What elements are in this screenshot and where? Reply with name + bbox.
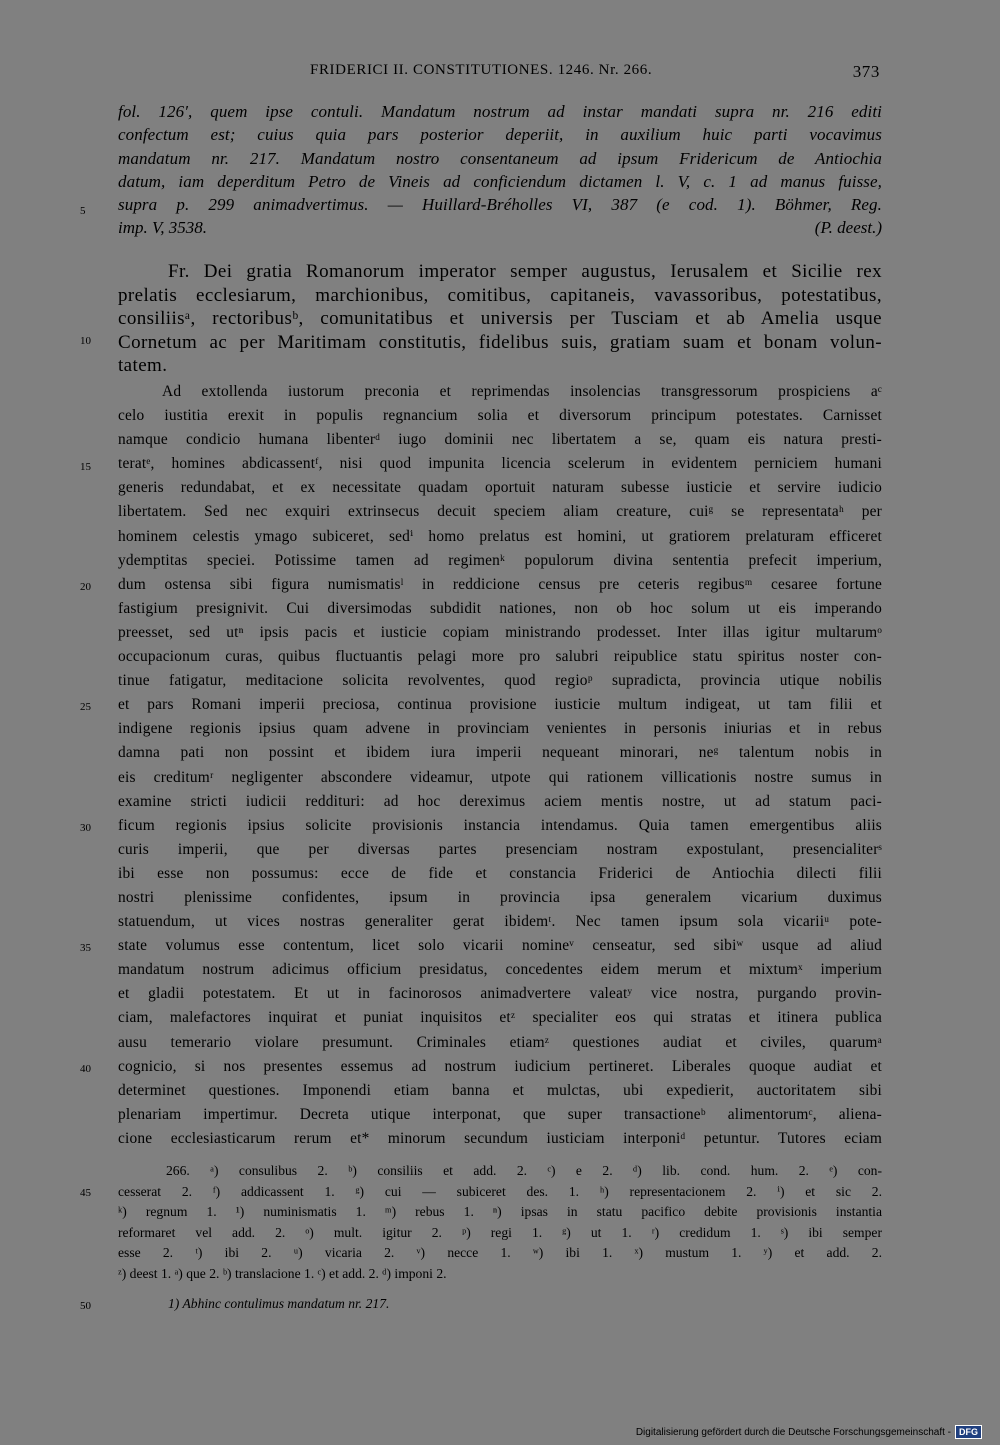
line-number: 25 — [80, 701, 91, 713]
body-line: preesset, sed utⁿ ipsis pacis et iusticie copiam ministrando prodesset. Inter illas igitur multarumᵒ — [118, 623, 882, 641]
address-line: prelatis ecclesiarum, marchionibus, comitibus, capitaneis, vavassoribus, potestatibus, — [118, 284, 882, 306]
body-line: cione ecclesiasticarum rerum et* minorum secundum iusticiam interponiᵈ petuntur. Tutores eciam — [118, 1129, 882, 1147]
page-header — [118, 62, 880, 86]
body-line: generis redundabat, et ex necessitate quadam oportuit naturam subesse iusticie et servire iudicio — [118, 479, 882, 497]
line-number: 35 — [80, 942, 91, 954]
line-number: 20 — [80, 581, 91, 593]
intro-last-line — [118, 216, 882, 239]
apparatus-line: reformaret vel add. 2. ᵒ) mult. igitur 2. ᵖ) regi 1. ᵍ) ut 1. ʳ) credidum 1. ˢ) ibi semper — [118, 1224, 882, 1240]
body-line: Ad extollenda iustorum preconia et reprimendas insolencias transgressorum prospiciens aᶜ — [162, 383, 882, 400]
body-line: statuendum, ut vices nostras generaliter gerat ibidemᵗ. Nec tamen ipsum sola vicariiᵘ pote- — [118, 913, 882, 931]
apparatus-line: ᶻ) deest 1. ᵃ) que 2. ᵇ) translacione 1. ᶜ) et add. 2. ᵈ) imponi 2. — [118, 1265, 447, 1281]
dfg-logo: DFG — [955, 1425, 982, 1439]
body-line: hominem celestis ymago subiceret, sedⁱ homo prelatus est homini, ut gratiorem prelaturam efficeret — [118, 527, 882, 545]
address-line: Cornetum ac per Maritimam constitutis, fidelibus suis, gratiam suam et bonam volun- — [118, 331, 882, 353]
intro-reference: imp. V, 3538. — [118, 218, 207, 238]
intro-line: confectum est; cuius quia pars posterior deperiit, in auxilium huic parti vocavimus — [118, 125, 882, 145]
line-number: 10 — [80, 335, 91, 347]
body-line: examine stricti iudicii reddituri: ad hoc dereximus aciem mentis nostre, ut ad statum paci- — [118, 792, 882, 810]
body-line: libertatem. Sed nec exquiri extrinsecus decuit speciem aliam creature, cuiᵍ se representataʰ per — [118, 503, 882, 521]
line-number: 15 — [80, 461, 91, 473]
footnote: 1) Abhinc contulimus mandatum nr. 217. — [168, 1296, 390, 1311]
critical-apparatus — [118, 1161, 882, 1285]
body-line: damna pati non possint et ibidem iura imperii nequeant minorari, neᵍ talentum nobis in — [118, 744, 882, 762]
intro-line: mandatum nr. 217. Mandatum nostro consentaneum ad ipsum Fridericum de Antiochia — [118, 148, 882, 168]
intro-source-note: (P. deest.) — [814, 218, 882, 238]
intro-line: supra p. 299 animadvertimus. — Huillard-Bréholles VI, 387 (e cod. 1). Böhmer, Reg. — [118, 195, 882, 215]
body-line: celo iustitia erexit in populis regnancium solia et diversorum principum potestates. Carnisset — [118, 407, 882, 425]
body-line: eis creditumʳ negligenter abscondere videamur, utpote qui rationem villicationis nostre sumus in — [118, 768, 882, 786]
address-line: tatem. — [118, 355, 168, 377]
apparatus-line: cesserat 2. ᶠ) addicassent 1. ᵍ) cui — subiceret des. 1. ʰ) representacionem 2. ⁱ) et sic 2. — [118, 1183, 882, 1199]
body-line: nostri plenissime confidentes, ipsum in provincia ipsa generalem vicarium duximus — [118, 888, 882, 906]
body-line: ydemptitas speciei. Potissime tamen ad regimenᵏ populorum divina sententia prefecit imperium, — [118, 551, 882, 569]
digitization-credit — [636, 1425, 982, 1439]
line-number: 30 — [80, 822, 91, 834]
body-line: ficum regionis ipsius solicite provisionis instancia intendamus. Quia tamen emergentibus aliis — [118, 816, 882, 834]
body-line: cognicio, si nos presentes essemus ad nostrum iudicium pertineret. Liberales quoque audiat et — [118, 1057, 882, 1075]
credit-text: Digitalisierung gefördert durch die Deutsche Forschungsgemeinschaft - — [635, 1426, 951, 1438]
body-line: ausu temerario violare presumunt. Criminales etiamᶻ questiones audiat et civiles, quarumᵃ — [118, 1033, 882, 1051]
body-line: mandatum nostrum adicimus officium presidatus, concedentes eidem merum et mixtumˣ imperium — [118, 961, 882, 979]
apparatus-line: esse 2. ᵗ) ibi 2. ᵘ) vicaria 2. ᵛ) necce 1. ʷ) ibi 1. ˣ) mustum 1. ʸ) et add. 2. — [118, 1245, 882, 1261]
line-number: 50 — [80, 1300, 91, 1312]
body-line: indigene regionis ipsius quam advene in provinciam venientes in personis iniurias et in rebus — [118, 720, 882, 738]
body-line: ciam, malefactores inquirat et puniat inquisitos etᶻ specialiter eos qui stratas et itinera publica — [118, 1009, 882, 1027]
salutation-paragraph — [118, 260, 882, 378]
running-title: FRIDERICI II. CONSTITUTIONES. 1246. Nr. 266. — [310, 62, 653, 78]
body-line: curis imperii, que per diversas partes presenciam nostram expostulant, presencialiterˢ — [118, 840, 882, 858]
intro-line: fol. 126′, quem ipse contuli. Mandatum nostrum ad instar mandati supra nr. 216 editi — [118, 102, 882, 121]
intro-line: datum, iam deperditum Petro de Vineis ad conficiendum dictamen l. V, c. 1 ad manus fuisse, — [118, 171, 882, 191]
body-line: tinue fatigatur, meditacione solicita revolventes, quod regioᵖ supradicta, provincia utique nobilis — [118, 672, 882, 690]
line-number: 40 — [80, 1063, 91, 1075]
body-line: namque condicio humana libenterᵈ iugo dominii nec libertatem a se, quam eis natura presti- — [118, 431, 882, 449]
body-line: state volumus esse contentum, licet solo vicarii nomineᵛ censeatur, sed sibiʷ usque ad aliud — [118, 937, 882, 955]
body-line: et pars Romani imperii preciosa, continua provisione iusticie multum indigeat, ut tam filii et — [118, 696, 882, 714]
apparatus-line: ᵏ) regnum 1. ¹) numinismatis 1. ᵐ) rebus 1. ⁿ) ipsas in statu pacifico debite provisionis instantia — [118, 1204, 882, 1220]
body-line: ibi esse non possumus: ecce de fide et constancia Friderici de Antiochia dilecti filii — [118, 864, 882, 882]
main-text — [118, 380, 882, 1151]
body-line: plenariam impertimur. Decreta utique interponat, que super transactioneᵇ alimentorumᶜ, aliena- — [118, 1105, 882, 1123]
apparatus-line: 266. ᵃ) consulibus 2. ᵇ) consiliis et add. 2. ᶜ) e 2. ᵈ) lib. cond. hum. 2. ᵉ) con- — [166, 1163, 882, 1178]
address-line: Fr. Dei gratia Romanorum imperator semper augustus, Ierusalem et Sicilie rex — [168, 261, 882, 282]
body-line: et gladii potestatem. Et ut in facinorosos animadvertere valeatʸ vice nostra, purgando provin- — [118, 985, 882, 1003]
body-line: fastigium presignivit. Cui diversimodas subdidit nationes, non ob hoc solum ut eis imperando — [118, 599, 882, 617]
body-line: dum ostensa sibi figura numismatisˡ in reddicione census pre ceteris regibusᵐ cesaree fortune — [118, 575, 882, 593]
address-line: consiliisᵃ, rectoribusᵇ, comunitatibus et universis per Tusciam et ab Amelia usque — [118, 308, 882, 330]
body-line: teratᵉ, homines abdicassentᶠ, nisi quod impunita licencia scelerum in evidentem perniciem humani — [118, 455, 882, 473]
body-line: occupacionum curas, quibus fluctuantis pelagi more pro salubri reipublice statu spiritus noster con- — [118, 648, 882, 666]
line-number: 5 — [80, 205, 86, 217]
body-line: determinet questiones. Imponendi etiam banna et mulctas, ubi expedierit, auctoritatem sibi — [118, 1081, 882, 1099]
editorial-introduction — [118, 100, 882, 240]
line-number: 45 — [80, 1187, 91, 1199]
page-number: 373 — [852, 62, 880, 81]
